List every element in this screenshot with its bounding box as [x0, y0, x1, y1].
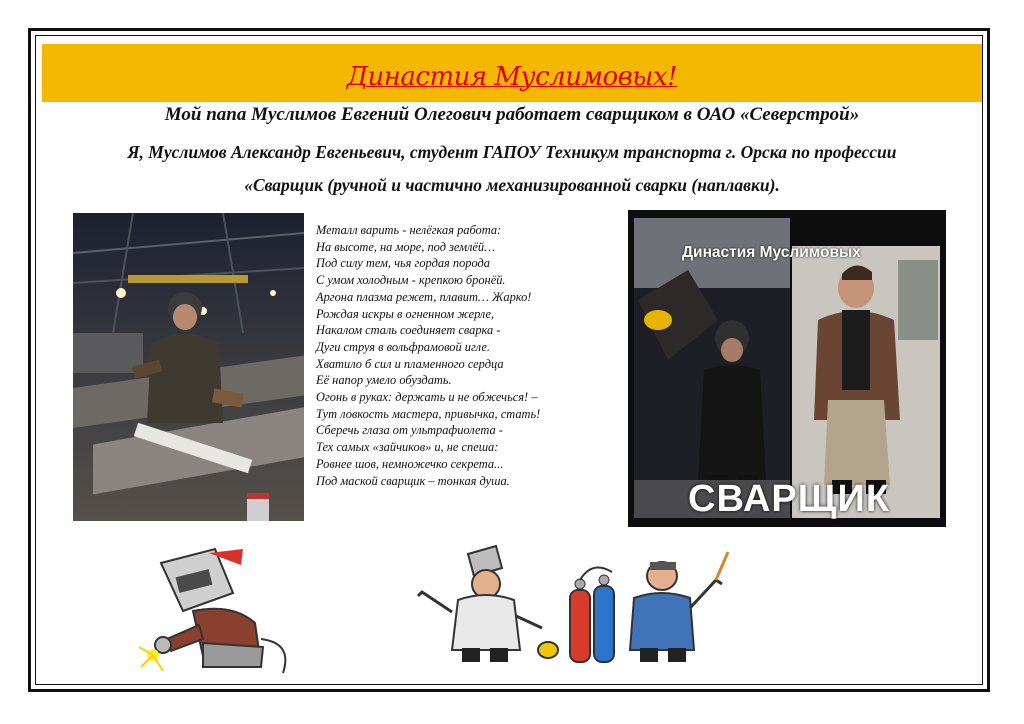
- poem-line: Огонь в руках: держать и не обжечься! –: [316, 390, 538, 405]
- poem-line: Под силу тем, чья гордая порода: [316, 256, 490, 271]
- poem-line: Накалом сталь соединяет сварка -: [316, 323, 501, 338]
- page-title: Династия Муслимовых!: [346, 62, 678, 92]
- welders-cartoon-right: [412, 540, 734, 670]
- intro-line-profession: «Сварщик (ручной и частично механизированной сварки (наплавки).: [244, 175, 780, 195]
- poem-line: С умом холодным - крепкою бронёй.: [316, 273, 506, 288]
- poem-line: Металл варить - нелёгкая работа:: [316, 223, 502, 237]
- poem-line: Под маской сварщик – тонкая душа.: [316, 473, 510, 488]
- poem-line: Аргона плазма режет, плавит… Жарко!: [316, 289, 532, 304]
- father-welder-photo: [73, 213, 304, 521]
- poem-line: На высоте, на море, под землёй…: [316, 239, 496, 254]
- welder-cartoon-left: [133, 543, 298, 678]
- poem-line: Тех самых «зайчиков» и, не спеша:: [316, 440, 499, 455]
- intro-line-student: Я, Муслимов Александр Евгеньевич, студент ГАПОУ Техникум транспорта г. Орска по профессии: [127, 142, 897, 162]
- welding-poem: [316, 222, 616, 489]
- collage-welder-label: СВАРЩИК: [688, 478, 891, 520]
- workshop-scene: [73, 213, 304, 521]
- intro-line-father: Мой папа Муслимов Евгений Олегович работает сварщиком в ОАО «Северстрой»: [164, 104, 860, 125]
- poem-line: Дуги струя в вольфрамовой игле.: [316, 339, 490, 354]
- collage-caption: Династия Муслимовых: [682, 244, 861, 261]
- poem-line: Её напор умело обуздать.: [316, 373, 452, 388]
- poem-line: Ровнее шов, немножечко секрета...: [316, 456, 504, 471]
- poem-line: Сберечь глаза от ультрафиолета -: [316, 423, 503, 438]
- poem-line: Тут ловкость мастера, привычка, стать!: [316, 406, 541, 421]
- poem-line: Хватило б сил и пламенного сердца: [316, 356, 504, 371]
- poem-line: Рождая искры в огненном жерле,: [316, 306, 495, 321]
